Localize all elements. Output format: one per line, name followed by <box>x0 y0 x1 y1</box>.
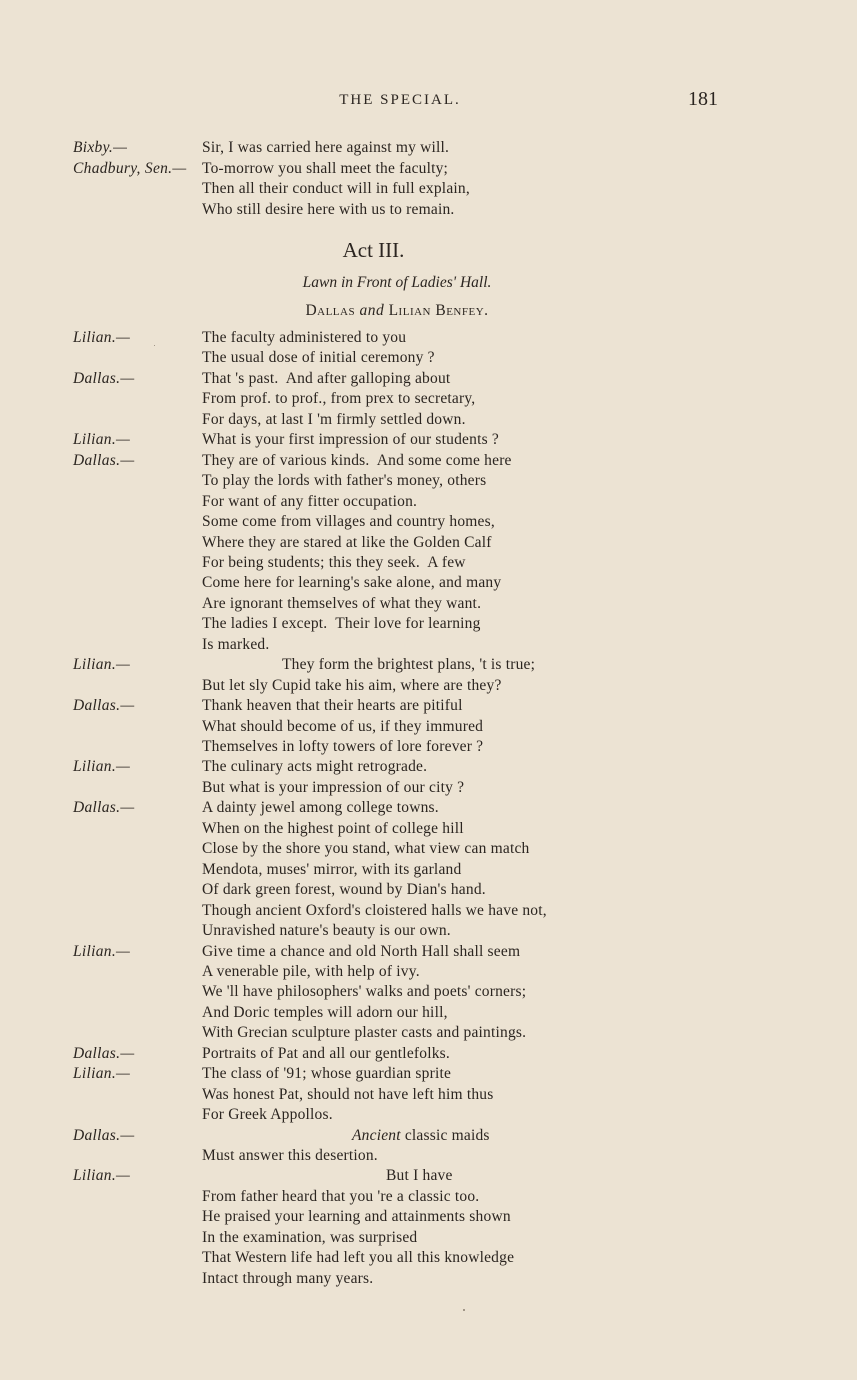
speaker-label: Lilian.— <box>73 329 131 346</box>
verse-text: The faculty administered to you <box>202 329 407 346</box>
verse-line <box>0 819 857 840</box>
verse-text: Give time a chance and old North Hall shall seem <box>202 942 521 960</box>
verse-line <box>0 1248 857 1269</box>
verse-text-rest: classic maids <box>400 1126 490 1144</box>
verse-text: But I have <box>386 1167 453 1185</box>
verse-text: Are ignorant themselves of what they want. <box>202 594 482 612</box>
verse-text: Come here for learning's sake alone, and many <box>202 574 502 592</box>
verse-line <box>0 573 857 594</box>
verse-text: Then all their conduct will in full explain, <box>202 180 470 197</box>
verse-line <box>0 348 857 369</box>
speaker-label: Dallas.— <box>73 369 135 387</box>
verse-text: What is your first impression of our students ? <box>202 431 499 449</box>
speaker-label: Dallas.— <box>73 1126 135 1144</box>
verse-line <box>0 757 857 778</box>
speaker-label: Lilian.— <box>73 656 131 674</box>
verse-text: The culinary acts might retrograde. <box>202 758 428 776</box>
verse-line <box>0 1044 857 1065</box>
verse-text: The ladies I except. Their love for learning <box>202 615 481 633</box>
verse-text: When on the highest point of college hill <box>202 819 464 837</box>
verse-text: Must answer this desertion. <box>202 1147 378 1164</box>
verse-text: Who still desire here with us to remain. <box>202 200 455 218</box>
speaker-label: Dallas.— <box>73 799 135 817</box>
verse-text: A dainty jewel among college towns. <box>202 799 439 817</box>
verse-text: For being students; this they seek. A few <box>202 553 466 571</box>
verse-line <box>0 492 857 513</box>
verse-line <box>0 614 857 635</box>
verse-text <box>352 1126 490 1147</box>
verse-text: They form the brightest plans, 't is true; <box>282 656 536 674</box>
speaker-label: Lilian.— <box>73 1167 131 1185</box>
verse-line <box>0 533 857 554</box>
scene-heading: Lawn in Front of Ladies' Hall. <box>302 274 492 291</box>
verse-line <box>0 159 857 180</box>
emphasis: Ancient <box>352 1126 401 1144</box>
verse-text: Sir, I was carried here against my will. <box>202 139 450 156</box>
verse-line <box>0 880 857 901</box>
speaker-label: Lilian.— <box>73 758 131 776</box>
print-speck <box>154 345 155 346</box>
verse-text: Portraits of Pat and all our gentlefolks. <box>202 1044 450 1062</box>
speaker-label: Dallas.— <box>73 697 135 715</box>
verse-text: The usual dose of initial ceremony ? <box>202 349 435 367</box>
speaker-label: Bixby.— <box>73 139 128 156</box>
verse-text: That 's past. And after galloping about <box>202 369 451 387</box>
act-heading: Act III. <box>342 238 405 262</box>
verse-line <box>0 921 857 942</box>
verse-line <box>0 1003 857 1024</box>
verse-text: From prof. to prof., from prex to secretary, <box>202 390 476 408</box>
verse-line <box>0 1126 857 1147</box>
verse-text: But what is your impression of our city ? <box>202 778 465 796</box>
verse-text: Of dark green forest, wound by Dian's hand. <box>202 881 486 899</box>
verse-line <box>0 982 857 1003</box>
speaker-label: Dallas.— <box>73 1044 135 1062</box>
verse-line <box>0 410 857 431</box>
verse-line <box>0 1187 857 1208</box>
speaker-label: Chadbury, Sen.— <box>73 159 187 177</box>
verse-text: Unravished nature's beauty is our own. <box>202 922 451 940</box>
verse-line <box>0 901 857 922</box>
verse-line <box>0 696 857 717</box>
speaker-label: Dallas.— <box>73 451 135 469</box>
cast-name: Lilian Benfey. <box>388 302 489 319</box>
verse-text: Themselves in lofty towers of lore forever ? <box>202 738 484 755</box>
verse-text: For want of any fitter occupation. <box>202 492 418 510</box>
verse-line <box>0 553 857 574</box>
verse-text: Mendota, muses' mirror, with its garland <box>202 860 462 878</box>
cast-list <box>0 302 794 320</box>
cast-name: Dallas <box>305 302 356 319</box>
verse-line <box>0 676 857 697</box>
running-header: THE SPECIAL. <box>339 92 461 108</box>
verse-text: For Greek Appollos. <box>202 1106 333 1124</box>
verse-text: In the examination, was surprised <box>202 1228 418 1246</box>
verse-line <box>0 471 857 492</box>
verse-line <box>0 369 857 390</box>
verse-text: What should become of us, if they immured <box>202 717 484 735</box>
verse-text: Where they are stared at like the Golden Calf <box>202 533 492 551</box>
verse-line <box>0 594 857 615</box>
verse-line <box>0 778 857 799</box>
verse-text: The class of '91; whose guardian sprite <box>202 1065 452 1083</box>
verse-text: Though ancient Oxford's cloistered halls we have not, <box>202 901 547 919</box>
verse-line <box>0 451 857 472</box>
verse-line <box>0 1023 857 1044</box>
verse-line <box>0 717 857 738</box>
verse-line <box>0 860 857 881</box>
cast-conjunction: and <box>359 302 385 319</box>
verse-line <box>0 1146 857 1167</box>
verse-line <box>0 1228 857 1249</box>
print-speck <box>463 1309 465 1311</box>
verse-text: A venerable pile, with help of ivy. <box>202 962 420 980</box>
verse-text: To-morrow you shall meet the faculty; <box>202 159 449 177</box>
verse-text: That Western life had left you all this knowledge <box>202 1249 515 1267</box>
verse-line <box>0 200 857 221</box>
verse-line <box>0 942 857 963</box>
verse-line <box>0 138 857 159</box>
verse-line <box>0 635 857 656</box>
verse-line <box>0 962 857 983</box>
verse-text: With Grecian sculpture plaster casts and paintings. <box>202 1024 527 1042</box>
verse-text: Was honest Pat, should not have left him thus <box>202 1085 494 1103</box>
verse-line <box>0 839 857 860</box>
verse-text: For days, at last I 'm firmly settled down. <box>202 410 466 428</box>
verse-line <box>0 512 857 533</box>
speaker-label: Lilian.— <box>73 431 131 449</box>
verse-line <box>0 798 857 819</box>
verse-line <box>0 328 857 349</box>
verse-line <box>0 179 857 200</box>
verse-text: Some come from villages and country homes, <box>202 513 495 531</box>
verse-line <box>0 1105 857 1126</box>
verse-line <box>0 1207 857 1228</box>
verse-text: They are of various kinds. And some come here <box>202 451 512 469</box>
verse-text: But let sly Cupid take his aim, where are they? <box>202 676 502 694</box>
verse-text: To play the lords with father's money, others <box>202 472 487 490</box>
page-number: 181 <box>688 88 718 110</box>
verse-line <box>0 1166 857 1187</box>
verse-text: Close by the shore you stand, what view can match <box>202 840 530 858</box>
verse-text: And Doric temples will adorn our hill, <box>202 1003 448 1021</box>
verse-text: Is marked. <box>202 635 270 653</box>
verse-line <box>0 389 857 410</box>
verse-line <box>0 1269 857 1290</box>
verse-text: From father heard that you 're a classic too. <box>202 1187 480 1205</box>
verse-line <box>0 430 857 451</box>
verse-line <box>0 655 857 676</box>
verse-line <box>0 1064 857 1085</box>
verse-text: Thank heaven that their hearts are pitiful <box>202 697 463 715</box>
speaker-label: Lilian.— <box>73 1065 131 1083</box>
verse-text: We 'll have philosophers' walks and poets' corners; <box>202 983 527 1001</box>
verse-line <box>0 737 857 758</box>
verse-text: Intact through many years. <box>202 1269 374 1287</box>
speaker-label: Lilian.— <box>73 942 131 960</box>
verse-line <box>0 1085 857 1106</box>
verse-text: He praised your learning and attainments shown <box>202 1208 511 1226</box>
